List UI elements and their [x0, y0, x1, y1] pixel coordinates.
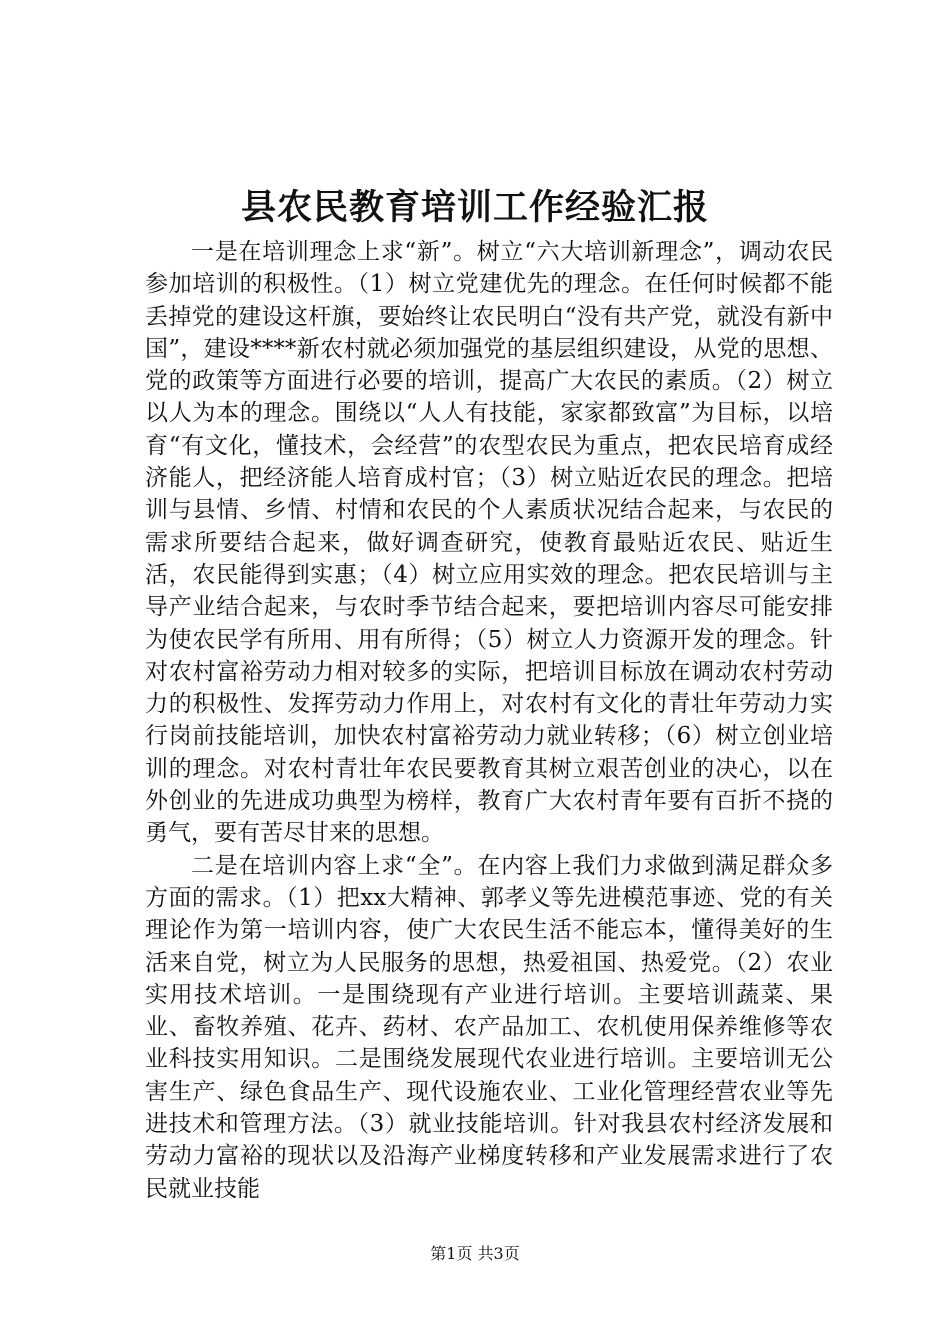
page-number-footer: 第1页 共3页 [430, 1244, 520, 1263]
document-body [145, 236, 833, 1205]
document-title: 县农民教育培训工作经验汇报 [240, 187, 709, 228]
paragraph-1: 一是在培训理念上求“新”。树立“六大培训新理念”，调动农民参加培训的积极性。（1）树立党建优先的理念。在任何时候都不能丢掉党的建设这杆旗，要始终让农民明白“没有共产党，就没有新中国”，建设****新农村就必须加强党的基层组织建设，从党的思想、党的政策等方面进行必要的培训，提高广大农民的素质。（2）树立以人为本的理念。围绕以“人人有技能，家家都致富”为目标，以培育“有文化，懂技术，会经营”的农型农民为重点，把农民培育成经济能人，把经济能人培育成村官；（3）树立贴近农民的理念。把培训与县情、乡情、村情和农民的个人素质状况结合起来，与农民的需求所要结合起来，做好调查研究，使教育最贴近农民、贴近生活，农民能得到实惠；（4）树立应用实效的理念。把农民培训与主导产业结合起来，与农时季节结合起来，要把培训内容尽可能安排为使农民学有所用、用有所得；（5）树立人力资源开发的理念。针对农村富裕劳动力相对较多的实际，把培训目标放在调动农村劳动力的积极性、发挥劳动力作用上，对农村有文化的青壮年劳动力实行岗前技能培训，加快农村富裕劳动力就业转移；（6）树立创业培训的理念。对农村青壮年农民要教育其树立艰苦创业的决心，以在外创业的先进成功典型为榜样，教育广大农村青年要有百折不挠的勇气，要有苦尽甘来的思想。 [145, 239, 833, 847]
paragraph-2: 二是在培训内容上求“全”。在内容上我们力求做到满足群众多方面的需求。（1）把xx大精神、郭孝义等先进模范事迹、党的有关理论作为第一培训内容，使广大农民生活不能忘本，懂得美好的生活来自党，树立为人民服务的思想，热爱祖国、热爱党。（2）农业实用技术培训。一是围绕现有产业进行培训。主要培训蔬菜、果业、畜牧养殖、花卉、药材、农产品加工、农机使用保养维修等农业科技实用知识。二是围绕发展现代农业进行培训。主要培训无公害生产、绿色食品生产、现代设施农业、工业化管理经营农业等先进技术和管理方法。（3）就业技能培训。针对我县农村经济发展和劳动力富裕的现状以及沿海产业梯度转移和产业发展需求进行了农民就业技能 [145, 852, 833, 1202]
